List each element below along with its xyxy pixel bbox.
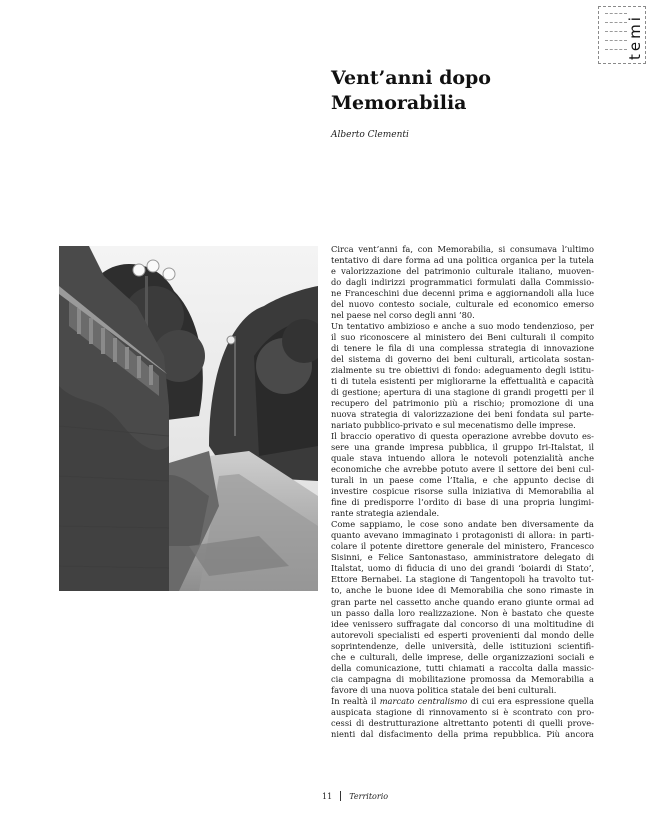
article-line: favore di una nuova politica statale dei beni culturali. [331, 684, 557, 695]
article-line: nienti dal disfacimento della prima repubblica. Più ancora [331, 728, 594, 739]
page-number: 11 [322, 791, 333, 801]
article-line: turali in un paese come l’Italia, e che appunto decise di [331, 475, 594, 486]
article-line: auspicata stagione di rinnovamento si è scontrato con pro- [331, 706, 594, 717]
section-tab [598, 6, 646, 64]
section-tab-label: temi [626, 14, 644, 60]
article-line: Sisinni, e Felice Santonastaso, amministratore delegato di [331, 552, 594, 563]
page-footer [322, 791, 388, 801]
article-line: quale stava intuendo allora le notevoli potenzialità anche [331, 453, 594, 464]
article-line: di tenere le fila di una complessa strategia di innovazione [331, 343, 594, 354]
article-line: autorevoli specialisti ed esperti provenienti dal mondo delle [331, 629, 594, 640]
title-line-2: Memorabilia [331, 92, 467, 114]
article-line: do dagli indirizzi programmatici formulati dalla Commissio- [331, 277, 594, 288]
italic-emphasis: marcato centralismo [379, 695, 468, 706]
article-line: Come sappiamo, le cose sono andate ben diversamente da [331, 519, 594, 530]
article-line: cessi di destrutturazione altrettanto potenti di quelli prove- [331, 717, 594, 728]
article-line: soprintendenze, delle università, delle istituzioni scientifi- [331, 640, 594, 651]
article-line: ne Franceschini due decenni prima e aggiornandoli alla luce [331, 288, 594, 299]
article-line: un passo dalla loro realizzazione. Non è bastato che queste [331, 607, 594, 618]
photo-illustration [59, 246, 318, 591]
article-line: Circa vent’anni fa, con Memorabilia, si consumava l’ultimo [331, 244, 594, 254]
article-line: del nuovo contesto sociale, culturale ed economico emerso [331, 299, 594, 310]
article-line: Ettore Bernabei. La stagione di Tangentopoli ha travolto tut- [331, 574, 594, 585]
title-line-1: Vent’anni dopo [331, 67, 491, 89]
article-line: to, anche le buone idee di Memorabilia che sono rimaste in [331, 585, 594, 596]
article-line: rante strategia aziendale. [331, 508, 440, 519]
article-title [331, 66, 591, 116]
article-line: del sistema di governo dei beni culturali, articolata sostan- [331, 354, 594, 365]
article-line: della comunicazione, tutti chiamati a raccolta dalla massic- [331, 662, 594, 673]
article-body [331, 244, 594, 740]
article-line: che e culturali, delle imprese, delle organizzazioni sociali e [331, 651, 594, 662]
article-line: di gestione; apertura di una stagione di grandi progetti per il [331, 387, 594, 398]
article-line: fine di predisporre l’ordito di base di una propria lungimi- [331, 497, 594, 508]
article-line: Italstat, uomo di fiducia di uno dei grandi ‘boiardi di Stato’, [331, 563, 594, 574]
article-line: economiche che avrebbe potuto avere il settore dei beni cul- [331, 464, 594, 475]
article-line: ti di tutela esistenti per migliorarne la effettualità e capacità [331, 376, 594, 387]
footer-separator [340, 791, 341, 801]
article-line: colare il potente direttore generale del ministero, Francesco [331, 541, 594, 552]
article-line: nariato pubblico-privato e sul mecenatismo delle imprese. [331, 420, 576, 431]
article-line: Il braccio operativo di questa operazione avrebbe dovuto es- [331, 431, 594, 442]
article-line: e valorizzazione del patrimonio culturale italiano, muoven- [331, 266, 594, 277]
article-line: zialmente su tre obiettivi di fondo: adeguamento degli istitu- [331, 365, 594, 376]
article-line: il suo riconoscere al ministero dei Beni culturali il compito [331, 332, 594, 343]
article-photo [59, 246, 318, 591]
article-line: cia campagna di mobilitazione promossa da Memorabilia a [331, 673, 594, 684]
section-tab-rules [605, 13, 627, 57]
article-line: idee venissero suffragate dal concorso di una moltitudine di [331, 618, 594, 629]
article-line: investire cospicue risorse sulla iniziativa di Memorabilia al [331, 486, 594, 497]
article-line: In realtà il marcato centralismo di cui era espressione quella [331, 695, 594, 706]
article-line: nuova strategia di valorizzazione dei beni fondata sul parte- [331, 409, 594, 420]
article-line: nel paese nel corso degli anni ’80. [331, 310, 475, 321]
author-byline: Alberto Clementi [331, 130, 409, 140]
article-line: gran parte nel cassetto anche quando erano giunte ormai ad [331, 596, 594, 607]
article-line: tentativo di dare forma ad una politica organica per la tutela [331, 255, 594, 266]
article-line: quanto avevano immaginato i protagonisti di allora: in parti- [331, 530, 594, 541]
footer-section-name: Territorio [349, 791, 389, 801]
article-line: sere una grande impresa pubblica, il gruppo Iri-Italstat, il [331, 442, 594, 453]
article-line: Un tentativo ambizioso e anche a suo modo tendenzioso, per [331, 321, 594, 332]
article-line: recupero del patrimonio più a rischio; promozione di una [331, 398, 594, 409]
